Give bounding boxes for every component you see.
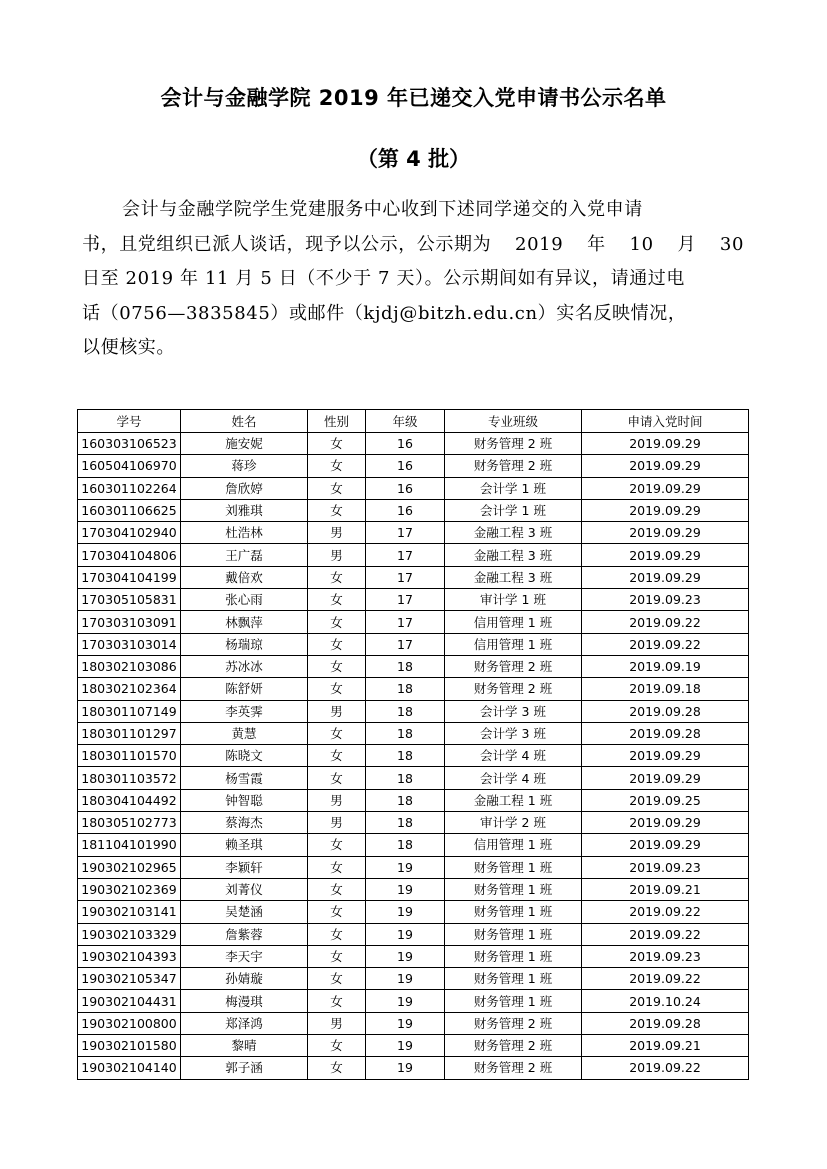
cell-student-id: 160303106523 [78,433,181,455]
document-subtitle: （第 4 批） [356,147,471,171]
cell-gender: 女 [308,611,366,633]
table-row [78,968,749,990]
cell-apply-date: 2019.09.29 [582,499,749,521]
cell-grade: 18 [366,745,445,767]
cell-class: 财务管理 2 班 [445,678,582,700]
cell-student-id: 160301106625 [78,499,181,521]
cell-grade: 19 [366,1057,445,1079]
table-row [78,433,749,455]
intro-line-2 [82,228,744,263]
cell-grade: 17 [366,589,445,611]
cell-student-id: 190302105347 [78,968,181,990]
table-row [78,589,749,611]
intro-line-2-part: 10 [629,233,654,255]
cell-class: 金融工程 3 班 [445,544,582,566]
cell-student-id: 190302102369 [78,878,181,900]
table-header-row [78,410,749,433]
cell-apply-date: 2019.09.29 [582,767,749,789]
cell-gender: 女 [308,945,366,967]
cell-grade: 18 [366,812,445,834]
cell-grade: 18 [366,834,445,856]
cell-gender: 女 [308,499,366,521]
cell-grade: 19 [366,1012,445,1034]
cell-apply-date: 2019.09.22 [582,1057,749,1079]
cell-apply-date: 2019.09.23 [582,945,749,967]
cell-name: 刘雅琪 [181,499,308,521]
cell-name: 郑泽鸿 [181,1012,308,1034]
table-row [78,477,749,499]
cell-student-id: 170303103014 [78,633,181,655]
cell-class: 财务管理 2 班 [445,1035,582,1057]
cell-grade: 17 [366,566,445,588]
header-class: 专业班级 [445,410,582,433]
cell-apply-date: 2019.09.29 [582,477,749,499]
cell-name: 蔡海杰 [181,812,308,834]
cell-gender: 女 [308,878,366,900]
cell-student-id: 180301101297 [78,722,181,744]
cell-student-id: 190302104140 [78,1057,181,1079]
cell-gender: 男 [308,522,366,544]
intro-line-2-part: 月 [677,233,697,255]
applicant-table [77,409,749,1080]
header-gender: 性别 [308,410,366,433]
cell-name: 戴倍欢 [181,566,308,588]
cell-student-id: 190302101580 [78,1035,181,1057]
cell-name: 蒋珍 [181,455,308,477]
cell-grade: 18 [366,655,445,677]
cell-apply-date: 2019.09.29 [582,745,749,767]
cell-name: 苏冰冰 [181,655,308,677]
cell-grade: 17 [366,522,445,544]
cell-student-id: 190302102965 [78,856,181,878]
cell-gender: 男 [308,789,366,811]
cell-gender: 女 [308,633,366,655]
table-row [78,633,749,655]
cell-grade: 16 [366,433,445,455]
table-row [78,878,749,900]
cell-grade: 17 [366,633,445,655]
cell-class: 财务管理 1 班 [445,923,582,945]
cell-name: 林飘萍 [181,611,308,633]
cell-apply-date: 2019.09.28 [582,1012,749,1034]
table-row [78,611,749,633]
cell-class: 会计学 4 班 [445,767,582,789]
header-student-id: 学号 [78,410,181,433]
cell-class: 金融工程 3 班 [445,522,582,544]
cell-grade: 18 [366,678,445,700]
table-row [78,655,749,677]
cell-gender: 女 [308,1035,366,1057]
cell-gender: 女 [308,678,366,700]
cell-class: 财务管理 2 班 [445,655,582,677]
intro-line-1: 会计与金融学院学生党建服务中心收到下述同学递交的入党申请 [122,199,643,220]
table-row [78,901,749,923]
cell-class: 财务管理 1 班 [445,990,582,1012]
cell-class: 信用管理 1 班 [445,633,582,655]
cell-grade: 19 [366,878,445,900]
table-row [78,767,749,789]
table-row [78,945,749,967]
table-row [78,455,749,477]
cell-name: 施安妮 [181,433,308,455]
cell-grade: 19 [366,923,445,945]
cell-apply-date: 2019.09.25 [582,789,749,811]
cell-class: 金融工程 1 班 [445,789,582,811]
table-row [78,499,749,521]
cell-name: 黄慧 [181,722,308,744]
cell-grade: 19 [366,901,445,923]
cell-class: 会计学 4 班 [445,745,582,767]
cell-student-id: 170303103091 [78,611,181,633]
intro-line-3: 日至 2019 年 11 月 5 日（不少于 7 天）。公示期间如有异议，请通过电 [82,268,685,289]
cell-gender: 女 [308,722,366,744]
cell-grade: 18 [366,700,445,722]
cell-gender: 女 [308,477,366,499]
cell-grade: 18 [366,767,445,789]
table-row [78,812,749,834]
table-row [78,745,749,767]
cell-apply-date: 2019.09.22 [582,923,749,945]
cell-class: 会计学 3 班 [445,722,582,744]
cell-grade: 16 [366,455,445,477]
cell-student-id: 180302102364 [78,678,181,700]
cell-apply-date: 2019.09.28 [582,700,749,722]
cell-name: 孙婧璇 [181,968,308,990]
cell-class: 会计学 1 班 [445,499,582,521]
table-row [78,678,749,700]
table-row [78,700,749,722]
cell-class: 财务管理 1 班 [445,968,582,990]
cell-grade: 17 [366,611,445,633]
cell-student-id: 170304102940 [78,522,181,544]
cell-apply-date: 2019.09.29 [582,812,749,834]
intro-line-5: 以便核实。 [82,337,175,358]
table-row [78,566,749,588]
cell-student-id: 180301101570 [78,745,181,767]
intro-paragraph [82,193,744,366]
cell-gender: 女 [308,1057,366,1079]
cell-student-id: 180302103086 [78,655,181,677]
cell-apply-date: 2019.09.23 [582,589,749,611]
cell-name: 杨瑞琼 [181,633,308,655]
intro-line-2-part: 2019 [515,233,564,255]
cell-student-id: 170305105831 [78,589,181,611]
header-apply-date: 申请入党时间 [582,410,749,433]
cell-student-id: 181104101990 [78,834,181,856]
cell-gender: 女 [308,856,366,878]
cell-apply-date: 2019.09.29 [582,544,749,566]
table-row [78,923,749,945]
cell-grade: 18 [366,722,445,744]
cell-name: 詹欣婷 [181,477,308,499]
cell-gender: 女 [308,923,366,945]
table-row [78,722,749,744]
cell-gender: 男 [308,1012,366,1034]
cell-student-id: 190302103141 [78,901,181,923]
table-row [78,522,749,544]
table-row [78,990,749,1012]
cell-name: 李天宇 [181,945,308,967]
cell-grade: 19 [366,990,445,1012]
cell-class: 财务管理 2 班 [445,455,582,477]
cell-class: 财务管理 1 班 [445,901,582,923]
cell-apply-date: 2019.09.28 [582,722,749,744]
cell-grade: 17 [366,544,445,566]
cell-apply-date: 2019.09.18 [582,678,749,700]
cell-apply-date: 2019.09.22 [582,901,749,923]
cell-name: 詹紫蓉 [181,923,308,945]
cell-grade: 19 [366,856,445,878]
cell-gender: 男 [308,812,366,834]
cell-grade: 19 [366,1035,445,1057]
cell-name: 杜浩林 [181,522,308,544]
cell-class: 财务管理 1 班 [445,945,582,967]
document-title: 会计与金融学院 2019 年已递交入党申请书公示名单 [160,86,667,110]
cell-gender: 女 [308,990,366,1012]
cell-name: 梅漫琪 [181,990,308,1012]
cell-class: 财务管理 1 班 [445,856,582,878]
cell-class: 会计学 1 班 [445,477,582,499]
cell-class: 会计学 3 班 [445,700,582,722]
cell-name: 钟智聪 [181,789,308,811]
cell-class: 审计学 1 班 [445,589,582,611]
cell-student-id: 190302104393 [78,945,181,967]
table-row [78,789,749,811]
cell-apply-date: 2019.09.21 [582,1035,749,1057]
table-row [78,834,749,856]
cell-apply-date: 2019.09.22 [582,968,749,990]
table-row [78,856,749,878]
cell-student-id: 160504106970 [78,455,181,477]
table-row [78,1012,749,1034]
cell-apply-date: 2019.09.19 [582,655,749,677]
cell-class: 信用管理 1 班 [445,611,582,633]
cell-name: 黎晴 [181,1035,308,1057]
cell-name: 李颖轩 [181,856,308,878]
cell-student-id: 190302103329 [78,923,181,945]
cell-gender: 女 [308,655,366,677]
cell-apply-date: 2019.10.24 [582,990,749,1012]
cell-apply-date: 2019.09.29 [582,834,749,856]
cell-class: 信用管理 1 班 [445,834,582,856]
cell-class: 财务管理 2 班 [445,1057,582,1079]
cell-student-id: 180305102773 [78,812,181,834]
cell-name: 刘菁仪 [181,878,308,900]
cell-gender: 男 [308,544,366,566]
cell-gender: 女 [308,834,366,856]
cell-grade: 16 [366,499,445,521]
cell-apply-date: 2019.09.29 [582,522,749,544]
header-grade: 年级 [366,410,445,433]
cell-student-id: 180301103572 [78,767,181,789]
cell-name: 陈舒妍 [181,678,308,700]
cell-name: 杨雪霞 [181,767,308,789]
cell-apply-date: 2019.09.21 [582,878,749,900]
cell-apply-date: 2019.09.29 [582,455,749,477]
intro-line-2-part: 年 [587,233,606,255]
cell-gender: 女 [308,455,366,477]
cell-gender: 女 [308,589,366,611]
cell-apply-date: 2019.09.22 [582,611,749,633]
cell-student-id: 190302104431 [78,990,181,1012]
intro-line-4: 话（0756—3835845）或邮件（kjdj@bitzh.edu.cn）实名反映情况， [82,302,687,324]
cell-class: 金融工程 3 班 [445,566,582,588]
table-row [78,544,749,566]
cell-class: 财务管理 2 班 [445,1012,582,1034]
cell-gender: 女 [308,745,366,767]
cell-apply-date: 2019.09.29 [582,433,749,455]
cell-student-id: 180301107149 [78,700,181,722]
cell-student-id: 170304104199 [78,566,181,588]
cell-class: 财务管理 1 班 [445,878,582,900]
cell-apply-date: 2019.09.29 [582,566,749,588]
cell-name: 张心雨 [181,589,308,611]
header-name: 姓名 [181,410,308,433]
cell-gender: 女 [308,901,366,923]
cell-student-id: 170304104806 [78,544,181,566]
intro-line-2-part: 书，且党组织已派人谈话，现予以公示，公示期为 [82,233,492,255]
cell-gender: 女 [308,767,366,789]
cell-apply-date: 2019.09.22 [582,633,749,655]
cell-grade: 16 [366,477,445,499]
cell-grade: 19 [366,945,445,967]
cell-gender: 女 [308,433,366,455]
cell-student-id: 180304104492 [78,789,181,811]
cell-grade: 18 [366,789,445,811]
cell-name: 王广磊 [181,544,308,566]
cell-name: 李英霁 [181,700,308,722]
cell-apply-date: 2019.09.23 [582,856,749,878]
intro-line-2-part: 30 [719,233,744,255]
cell-class: 审计学 2 班 [445,812,582,834]
cell-student-id: 160301102264 [78,477,181,499]
cell-class: 财务管理 2 班 [445,433,582,455]
cell-gender: 女 [308,566,366,588]
table-row [78,1057,749,1079]
cell-name: 郭子涵 [181,1057,308,1079]
table-row [78,1035,749,1057]
cell-name: 赖圣琪 [181,834,308,856]
cell-gender: 女 [308,968,366,990]
cell-gender: 男 [308,700,366,722]
cell-grade: 19 [366,968,445,990]
cell-name: 陈晓文 [181,745,308,767]
cell-student-id: 190302100800 [78,1012,181,1034]
cell-name: 吴楚涵 [181,901,308,923]
